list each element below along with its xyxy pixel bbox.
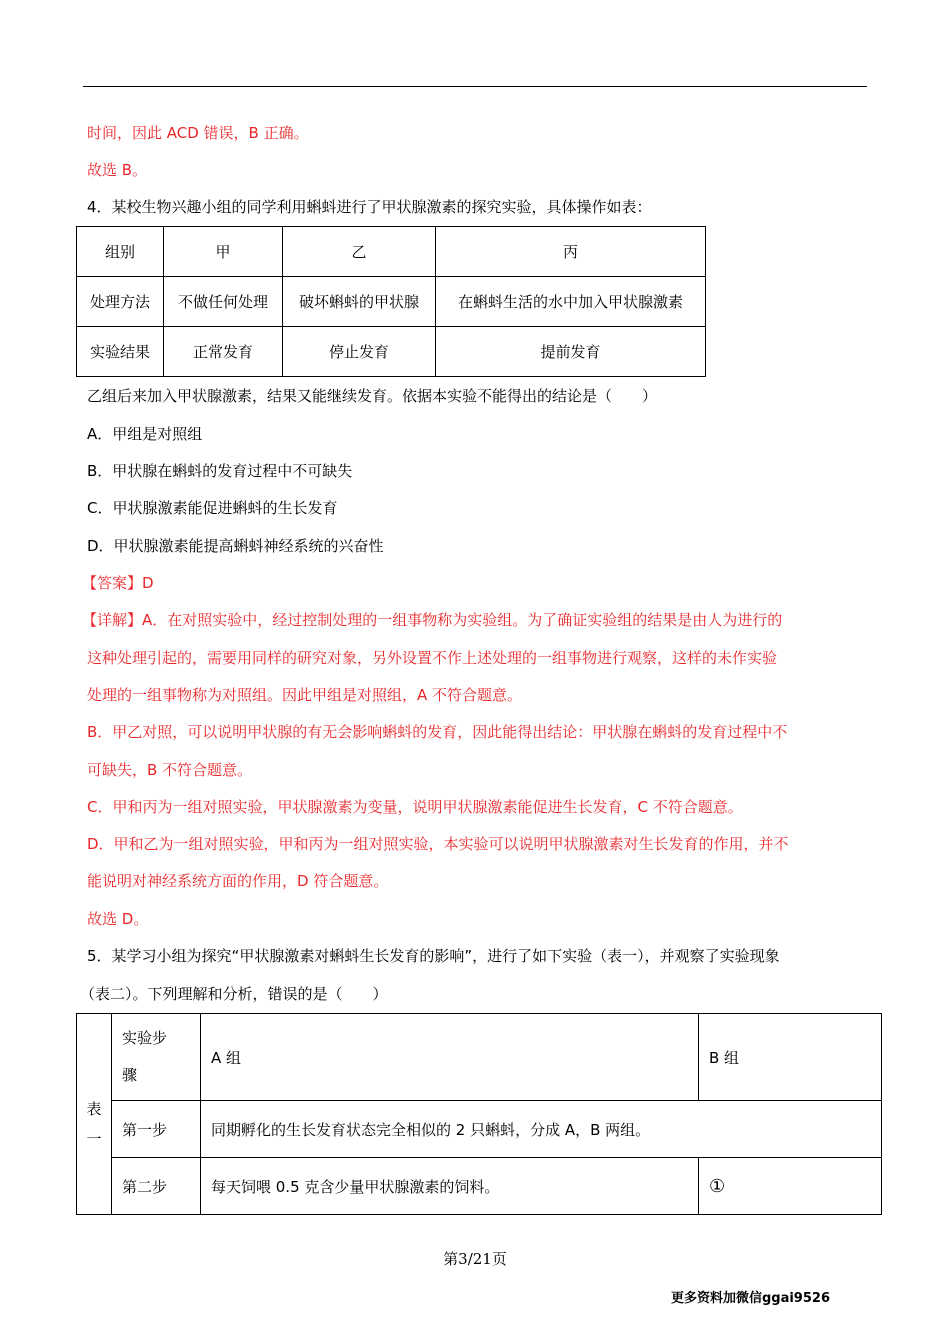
q4-explain-line: B．甲乙对照，可以说明甲状腺的有无会影响蝌蚪的发育，因此能得出结论：甲状腺在蝌蚪的发育过程中不	[87, 723, 788, 741]
table-cell: 乙	[283, 227, 436, 277]
table-row	[77, 1158, 882, 1215]
q4-explain-line: D．甲和乙为一组对照实验，甲和丙为一组对照实验，本实验可以说明甲状腺激素对生长发育的作用，并不	[87, 835, 789, 853]
table-side-label	[77, 1014, 112, 1215]
table-row	[77, 1014, 882, 1101]
header-rule	[83, 86, 867, 87]
table-row	[77, 1101, 882, 1158]
q4-option-d: D．甲状腺激素能提高蝌蚪神经系统的兴奋性	[87, 537, 384, 555]
table-cell-blank-marker: ①	[699, 1158, 882, 1215]
q4-conclusion: 故选 D。	[87, 910, 149, 928]
table-cell: 每天饲喂 0.5 克含少量甲状腺激素的饲料。	[201, 1158, 699, 1215]
table-cell: 在蝌蚪生活的水中加入甲状腺激素	[436, 277, 706, 327]
page-number: 第3/21页	[443, 1250, 507, 1268]
header-step-line2: 骤	[122, 1066, 138, 1084]
table-cell: 正常发育	[164, 327, 283, 377]
table-row	[77, 327, 706, 377]
q4-explain-line: 能说明对神经系统方面的作用，D 符合题意。	[87, 872, 389, 890]
prev-explain-line: 时间，因此 ACD 错误，B 正确。	[87, 124, 309, 142]
table-cell: 破坏蝌蚪的甲状腺	[283, 277, 436, 327]
q4-explain-line: C．甲和丙为一组对照实验，甲状腺激素为变量，说明甲状腺激素能促进生长发育，C 不符合题意。	[87, 798, 743, 816]
table-cell: 实验结果	[77, 327, 164, 377]
q4-answer: 【答案】D	[82, 574, 154, 592]
q4-stem: 4．某校生物兴趣小组的同学利用蝌蚪进行了甲状腺激素的探究实验，具体操作如表：	[87, 198, 652, 216]
q4-explain-line: 可缺失，B 不符合题意。	[87, 761, 253, 779]
table-header-a: A 组	[201, 1014, 699, 1101]
table-cell: 丙	[436, 227, 706, 277]
table-cell: 提前发育	[436, 327, 706, 377]
table-cell: 处理方法	[77, 277, 164, 327]
table-cell: 不做任何处理	[164, 277, 283, 327]
table-cell: 停止发育	[283, 327, 436, 377]
q5-stem-line2: （表二）。下列理解和分析，错误的是（ ）	[80, 985, 388, 1003]
table-row	[77, 227, 706, 277]
q4-explain-line: 【详解】A．在对照实验中，经过控制处理的一组事物称为实验组。为了确证实验组的结果是由人为进行的	[82, 611, 783, 629]
q5-table	[76, 1013, 882, 1215]
table-header-step	[112, 1014, 201, 1101]
q4-option-a: A．甲组是对照组	[87, 425, 203, 443]
side-label-1: 表	[86, 1100, 102, 1118]
table-row	[77, 277, 706, 327]
q5-stem-line1: 5．某学习小组为探究“甲状腺激素对蝌蚪生长发育的影响”，进行了如下实验（表一），并观察了实验现象	[87, 947, 780, 965]
q4-option-c: C．甲状腺激素能促进蝌蚪的生长发育	[87, 499, 338, 517]
table-header-b: B 组	[699, 1014, 882, 1101]
q4-explain-line: 这种处理引起的，需要用同样的研究对象，另外设置不作上述处理的一组事物进行观察，这样的未作实验	[87, 649, 778, 667]
header-step-line1: 实验步	[122, 1029, 168, 1047]
q4-after-table: 乙组后来加入甲状腺激素，结果又能继续发育。依据本实验不能得出的结论是（ ）	[87, 387, 658, 405]
table-cell-step: 第二步	[112, 1158, 201, 1215]
footer-note: 更多资料加微信ggai9526	[670, 1291, 830, 1306]
side-label-2: 一	[86, 1130, 102, 1148]
q4-option-b: B．甲状腺在蝌蚪的发育过程中不可缺失	[87, 462, 353, 480]
prev-conclusion: 故选 B。	[87, 161, 148, 179]
table-cell: 同期孵化的生长发育状态完全相似的 2 只蝌蚪，分成 A，B 两组。	[201, 1101, 882, 1158]
q4-table	[76, 226, 706, 377]
q4-explain-line: 处理的一组事物称为对照组。因此甲组是对照组，A 不符合题意。	[87, 686, 523, 704]
table-cell: 组别	[77, 227, 164, 277]
table-cell-step: 第一步	[112, 1101, 201, 1158]
table-cell: 甲	[164, 227, 283, 277]
